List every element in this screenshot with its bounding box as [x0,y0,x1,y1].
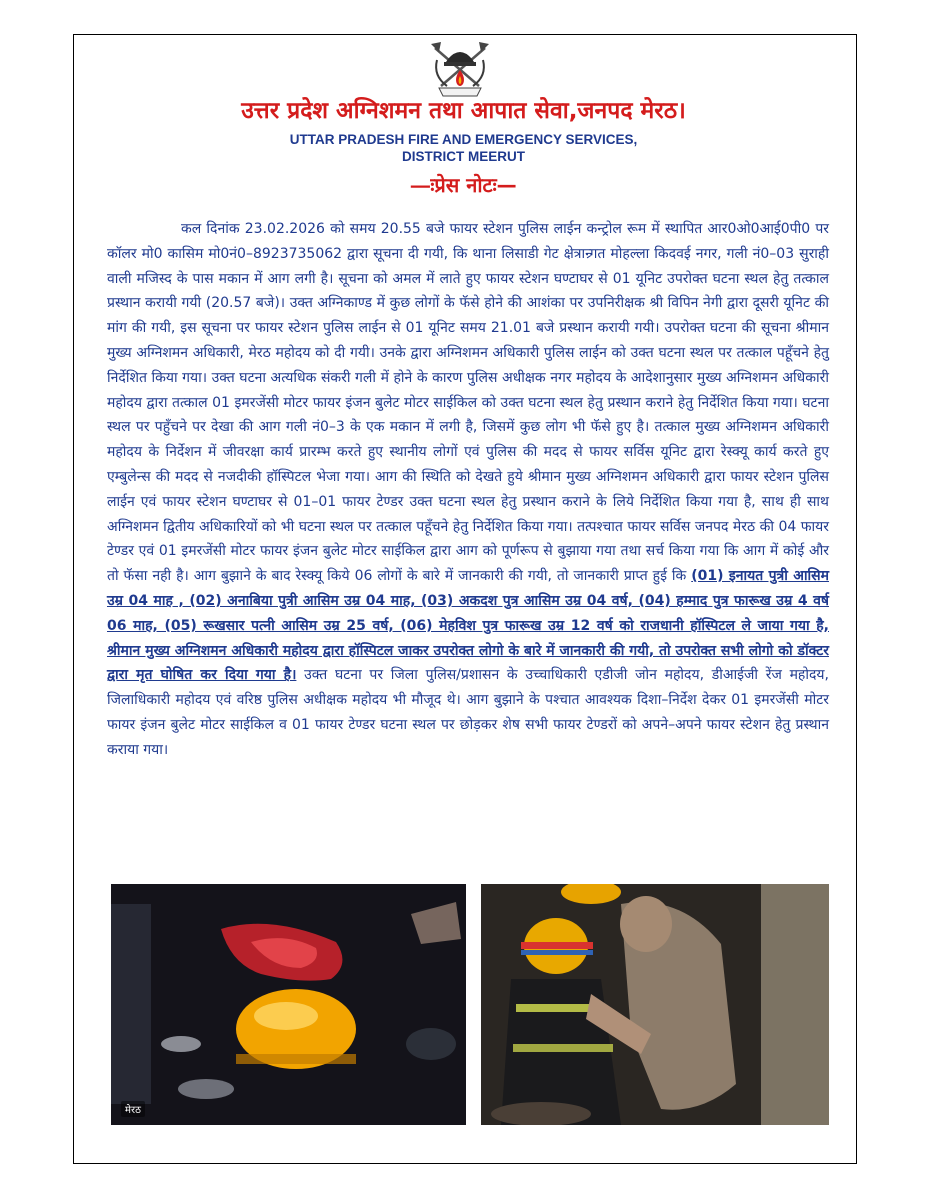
department-title-hindi: उत्तर प्रदेश अग्निशमन तथा आपात सेवा,जनपद मेरठ। [241,98,686,124]
incident-photo-left [111,884,466,1125]
photo-watermark: मेरठ [121,1101,145,1117]
department-title-english-line2: DISTRICT MEERUT [402,149,525,164]
rescue-operation-image [481,884,829,1125]
fire-service-emblem-icon [427,40,493,98]
department-title-english [0,131,927,165]
press-note-body [107,217,829,763]
press-note-heading: —ःप्रेस नोटः— [410,173,517,197]
victims-list-highlight: (01) इनायत पुत्री आसिम उम्र 04 माह , (02) अनाबिया पुत्री आसिम उम्र 04 माह, (03) अकदश पुत्र आसिम उम्र 04 वर्ष, (04) हम्माद पुत्र फारूख उम्र 4 वर्ष 06 माह, (05) रूखसार पत्नी आसिम उम्र 25 वर्ष, (06) मेहविश पुत्र फारूख उम्र 12 वर्ष को राजधानी हॉस्पिटल ले जाया गया है, श्रीमान मुख्य अग्निशमन अधिकारी महोदय द्वारा हॉस्पिटल जाकर उपरोक्त लोगो के बारे में जानकारी की गयी, तो उपरोक्त सभी लोगो को डॉक्टर द्वारा मृत घोषित कर दिया गया है। [107,568,829,684]
fire-service-emblem [427,40,493,98]
body-paragraph-1: कल दिनांक 23.02.2026 को समय 20.55 बजे फायर स्टेशन पुलिस लाईन कन्ट्रोल रूम में स्थापित आर0ओ0आई0पी0 पर कॉलर मो0 कासिम मो0नं0–8923735062 द्वारा सूचना दी गयी, कि थाना लिसाडी गेट क्षेत्रान्र्गत मोहल्ला किदवई नगर, गली नं0–03 सुराही वाली मजिस्द के पास मकान में आग लगी है। सूचना को अमल में लाते हुए फायर स्टेशन घण्टाघर से 01 यूनिट उपरोक्त घटना स्थल हेतु तत्काल प्रस्थान करायी गयी (20.57 बजे)। उक्त अग्निकाण्ड में कुछ लोगों के फॅसे होने की आशंका पर उपनिरीक्षक श्री विपिन नेगी द्वारा दूसरी यूनिट की मांग की गयी, इस सूचना पर फायर स्टेशन पुलिस लाईन से 01 यूनिट समय 21.01 बजे प्रस्थान करायी गयी। उपरोक्त घटना की सूचना श्रीमान मुख्य अग्निशमन अधिकारी, मेरठ महोदय को दी गयी। उनके द्वारा अग्निशमन अधिकारी पुलिस लाईन को उक्त घटना स्थल पर तत्काल पहूँचने हेतु निर्देशित किया गया। उक्त घटना अत्यधिक संकरी गली में होने के कारण पुलिस अधीक्षक नगर महोदय के आदेशानुसार मुख्य अग्निशमन अधिकारी महोदय द्वारा तत्काल 01 इमरजेंसी मोटर फायर इंजन बुलेट मोटर साईकिल को उक्त घटना स्थल हेतु प्रस्थान कराने हेतु निर्देशित किया गया। घटना स्थल पर पहुँचने पर देखा की आग गली नं0–3 के एक मकान में लगी है, जिसमें कुछ लोग भी फॅसे हुए है। तत्काल मुख्य अग्निशमन अधिकारी महोदय के निर्देशन में जीवरक्षा कार्य प्रारम्भ करते हुए स्थानीय लोगों एवं पुलिस की मदद से फायर सर्विस यूनिट द्वारा रेस्क्यू कार्य करते हुए एम्बुलेन्स की मदद से नजदीकी हॉस्पिटल भेजा गया। आग की स्थिति को देखते हुये श्रीमान मुख्य अग्निशमन अधिकारी द्वारा फायर स्टेशन पुलिस लाईन एवं फायर स्टेशन घण्टाघर से 01–01 फायर टेण्डर उक्त घटना स्थल हेतु प्रस्थान कराने के लिये निर्देशित किया गया है, साथ ही साथ अग्निशमन द्वितीय अधिकारियों को भी घटना स्थल पर तत्काल पहूँचने हेतु निर्देशित किया गया। तत्पश्चात फायर सर्विस जनपद मेरठ की 04 फायर टेण्डर एवं 01 इमरजेंसी मोटर फायर इंजन बुलेट मोटर साईकिल द्वारा आग को पूर्णरूप से बुझाया गया तथा सर्च किया गया कि आग में कोई और तो फॅसा नही है। आग बुझाने के बाद रेस्क्यू किये 06 लोगों के बारे में जानकारी की गयी, तो जानकारी प्राप्त हुई कि [107,221,829,585]
department-title-english-line1: UTTAR PRADESH FIRE AND EMERGENCY SERVICES, [289,132,638,147]
incident-photo-right [481,884,829,1125]
body-paragraph-2: उक्त घटना पर जिला पुलिस/प्रशासन के उच्चाधिकारी एडीजी जोन महोदय, डीआईजी रेंज महोदय, जिलाधिकारी महोदय एवं वरिष्ठ पुलिस अधीक्षक महोदय भी मौजूद थे। आग बुझाने के पश्चात आवश्यक दिशा–निर्देश देकर 01 इमरजेंसी मोटर फायर इंजन बुलेट मोटर साईकिल व 01 फायर टेण्डर घटना स्थल पर छोड़कर शेष सभी फायर टेण्डरों को अपने–अपने फायर स्टेशन हेतु प्रस्थान कराया गया। [107,667,829,758]
night-fire-scene-image [111,884,466,1125]
